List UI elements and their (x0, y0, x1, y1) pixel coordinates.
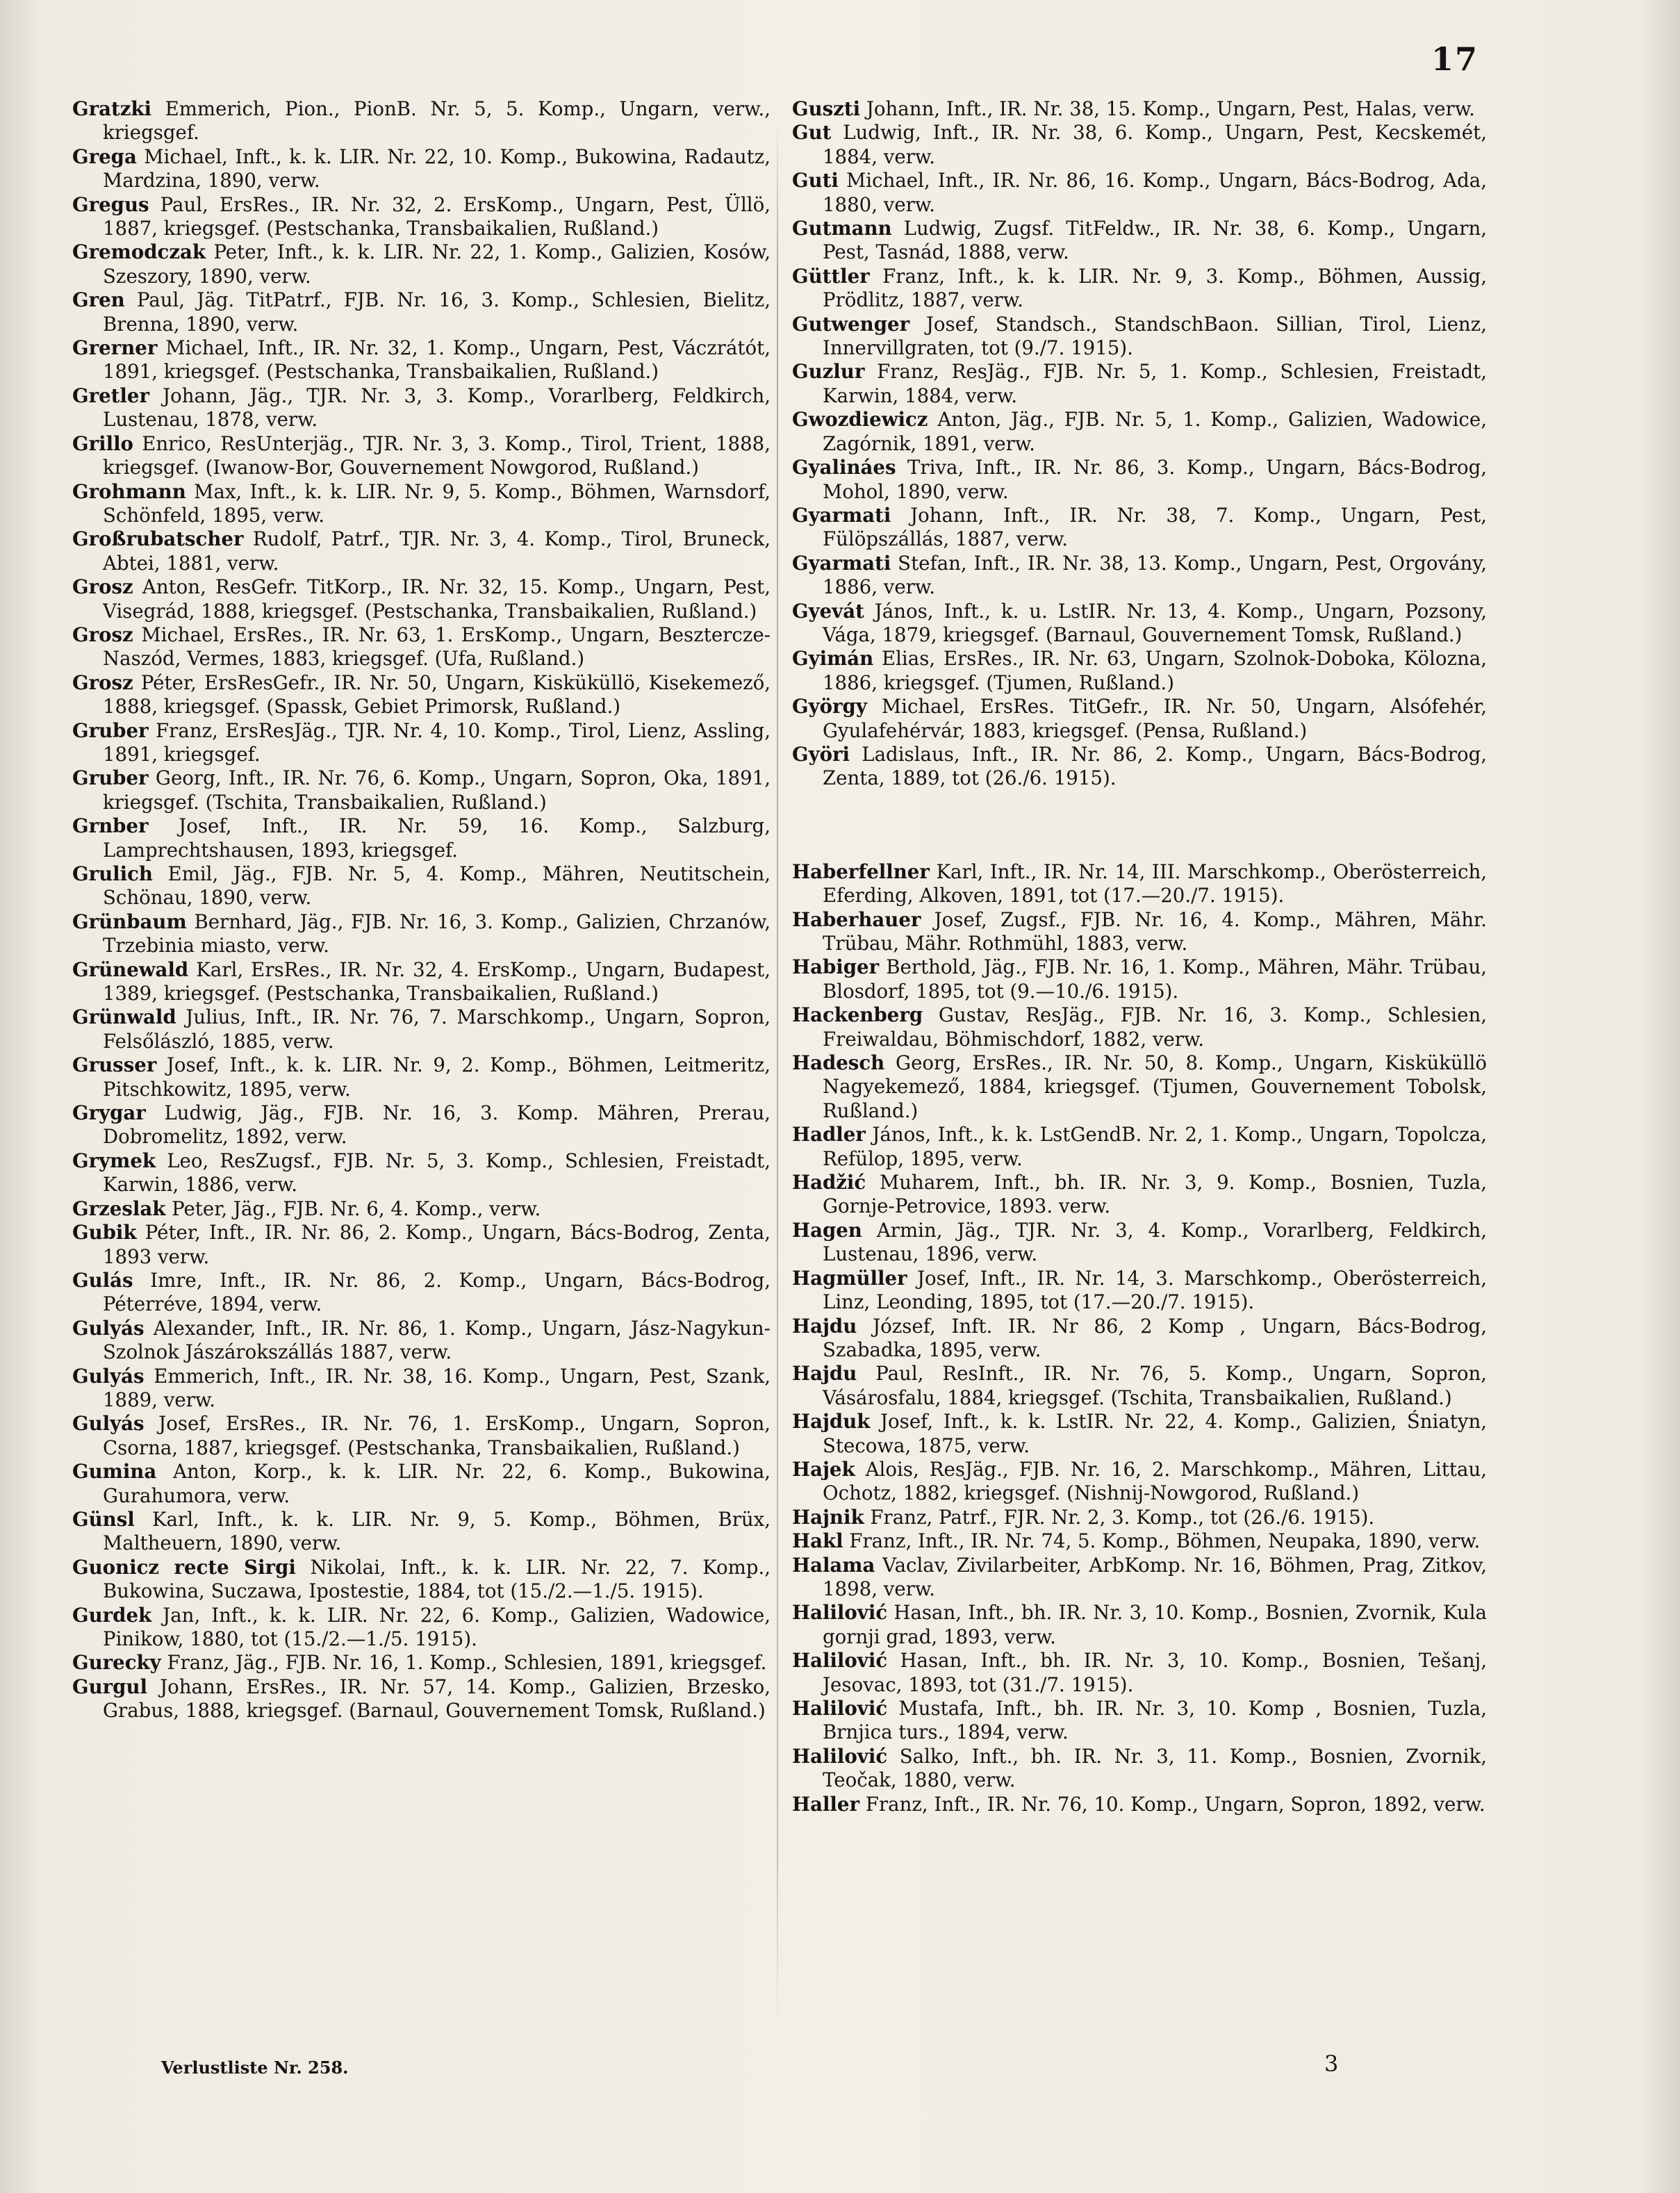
column-divider (777, 118, 778, 2029)
casualty-entry (72, 527, 771, 575)
entry-surname: Grzeslak (72, 1197, 166, 1220)
entry-details: Franz, Patrf., FJR. Nr. 2, 3. Komp., tot (26./6. 1915). (870, 1505, 1375, 1529)
casualty-entry (72, 240, 771, 288)
entry-details: Muharem, Inft., bh. IR. Nr. 3, 9. Komp., Bosnien, Tuzla, Gornje-Petrovice, 1893. verw. (823, 1171, 1487, 1218)
casualty-entry (72, 1149, 771, 1197)
entry-surname: Gulyás (72, 1364, 145, 1388)
casualty-entry (792, 169, 1487, 217)
entry-details: Josef, Inft., IR. Nr. 14, 3. Marschkomp., Oberösterreich, Linz, Leonding, 1895, tot (17.—20./7. 1915). (823, 1266, 1487, 1314)
casualty-entry (72, 1005, 771, 1053)
casualty-entry (72, 1317, 771, 1365)
entry-details: Berthold, Jäg., FJB. Nr. 16, 1. Komp., Mähren, Mähr. Trübau, Blosdorf, 1895, tot (9.—10./6. 1915). (823, 955, 1487, 1003)
entry-details: Josef, Inft., k. k. LIR. Nr. 9, 2. Komp., Böhmen, Leitmeritz, Pitschkowitz, 1895, verw. (103, 1053, 771, 1101)
casualty-entry (72, 958, 771, 1006)
entry-details: Emil, Jäg., FJB. Nr. 5, 4. Komp., Mähren, Neutitschein, Schönau, 1890, verw. (103, 862, 771, 910)
entry-details: Paul, ErsRes., IR. Nr. 32, 2. ErsKomp., Ungarn, Pest, Üllö, 1887, kriegsgef. (Pestschanka, Transbaikalien, Rußland.) (103, 192, 771, 240)
entry-surname: Hadžić (792, 1171, 866, 1194)
entry-surname: Halilović (792, 1744, 888, 1768)
entry-details: Hasan, Inft., bh. IR. Nr. 3, 10. Komp., Bosnien, Zvornik, Kula gornji grad, 1893, verw. (823, 1601, 1487, 1648)
casualty-entry (72, 1053, 771, 1101)
entry-surname: Gumina (72, 1460, 157, 1484)
casualty-entry (792, 1601, 1487, 1649)
casualty-entry (792, 1649, 1487, 1697)
entry-details: Anton, Jäg., FJB. Nr. 5, 1. Komp., Galizien, Wadowice, Zagórnik, 1891, verw. (823, 408, 1487, 455)
page-number: 17 (1431, 40, 1479, 78)
casualty-entry (792, 695, 1487, 743)
casualty-entry (72, 480, 771, 528)
footer-issue-label: Verlustliste Nr. 258. (161, 2058, 349, 2078)
casualty-entry (792, 360, 1487, 408)
casualty-entry (792, 1458, 1487, 1506)
entry-details: Peter, Jäg., FJB. Nr. 6, 4. Komp., verw. (172, 1197, 541, 1220)
entry-surname: Gurdek (72, 1603, 152, 1627)
entry-details: Mustafa, Inft., bh. IR. Nr. 3, 10. Komp , Bosnien, Tuzla, Brnjica turs., 1894, verw. (823, 1697, 1487, 1744)
casualty-entry (72, 1365, 771, 1413)
casualty-entry (792, 1267, 1487, 1315)
entry-surname: Habiger (792, 955, 880, 979)
entry-surname: Hagmüller (792, 1266, 907, 1290)
entry-details: Peter, Inft., k. k. LIR. Nr. 22, 1. Komp., Galizien, Kosów, Szeszory, 1890, verw. (103, 240, 771, 288)
casualty-entry (72, 1197, 771, 1221)
entry-surname: Grymek (72, 1149, 156, 1172)
casualty-entry (792, 1793, 1487, 1816)
entry-surname: Hajnik (792, 1505, 864, 1529)
entry-surname: Guszti (792, 97, 861, 120)
entry-surname: Grulich (72, 862, 153, 885)
entry-details: József, Inft. IR. Nr 86, 2 Komp , Ungarn, Bács-Bodrog, Szabadka, 1895, verw. (823, 1314, 1487, 1361)
casualty-entry (72, 1412, 771, 1460)
entry-surname: Haberhauer (792, 907, 921, 931)
entry-surname: Großrubatscher (72, 527, 244, 551)
entry-details: Ludwig, Inft., IR. Nr. 38, 6. Komp., Ungarn, Pest, Kecskemét, 1884, verw. (823, 121, 1487, 168)
entry-surname: Haller (792, 1792, 860, 1816)
entry-surname: Güttler (792, 264, 870, 288)
casualty-entry (72, 719, 771, 767)
entry-surname: Gulyás (72, 1316, 145, 1340)
entry-surname: Grerner (72, 336, 158, 360)
entry-details: Georg, Inft., IR. Nr. 76, 6. Komp., Ungarn, Sopron, Oka, 1891, kriegsgef. (Tschita, Transbaikalien, Rußland.) (103, 766, 771, 814)
casualty-entry (792, 860, 1487, 908)
entry-details: Karl, Inft., k. k. LIR. Nr. 9, 5. Komp., Böhmen, Brüx, Maltheuern, 1890, verw. (103, 1507, 771, 1555)
entry-surname: Gregus (72, 192, 149, 216)
casualty-entry (792, 504, 1487, 552)
entry-details: Jan, Inft., k. k. LIR. Nr. 22, 6. Komp., Galizien, Wadowice, Pinikow, 1880, tot (15./2.—1./5. 1915). (103, 1603, 771, 1650)
casualty-entry (72, 1651, 771, 1675)
casualty-entry (72, 432, 771, 480)
entry-surname: Grygar (72, 1101, 146, 1125)
entry-details: Michael, Inft., IR. Nr. 32, 1. Komp., Ungarn, Pest, Váczrátót, 1891, kriegsgef. (Pestschanka, Transbaikalien, Rußland.) (103, 336, 771, 384)
entry-details: Franz, Jäg., FJB. Nr. 16, 1. Komp., Schlesien, 1891, kriegsgef. (167, 1651, 767, 1675)
entry-details: Vaclav, Zivilarbeiter, ArbKomp. Nr. 16, Böhmen, Prag, Zitkov, 1898, verw. (823, 1553, 1487, 1600)
entry-surname: Gubik (72, 1221, 137, 1245)
casualty-entry (792, 97, 1487, 121)
entry-details: Nikolai, Inft., k. k. LIR. Nr. 22, 7. Komp., Bukowina, Suczawa, Ipostestie, 1884, tot (15./2.—1./5. 1915). (103, 1555, 771, 1603)
entry-details: Franz, ResJäg., FJB. Nr. 5, 1. Komp., Schlesien, Freistadt, Karwin, 1884, verw. (823, 360, 1487, 407)
casualty-entry (792, 1529, 1487, 1553)
entry-details: Hasan, Inft., bh. IR. Nr. 3, 10. Komp., Bosnien, Tešanj, Jesovac, 1893, tot (31./7. 1915). (823, 1649, 1487, 1696)
entry-surname: Gutmann (792, 217, 892, 240)
entry-surname: Grünewald (72, 958, 189, 981)
right-column (792, 97, 1487, 1816)
entry-surname: Hakl (792, 1529, 843, 1553)
entry-surname: Halilović (792, 1601, 888, 1625)
entry-details: Paul, Jäg. TitPatrf., FJB. Nr. 16, 3. Komp., Schlesien, Bielitz, Brenna, 1890, verw. (103, 288, 771, 336)
section-break (792, 791, 1487, 860)
entry-details: Karl, Inft., IR. Nr. 14, III. Marschkomp., Oberösterreich, Eferding, Alkoven, 1891, tot (17.—20./7. 1915). (823, 860, 1487, 907)
entry-surname: Gulás (72, 1268, 133, 1292)
entry-details: Alois, ResJäg., FJB. Nr. 16, 2. Marschkomp., Mähren, Littau, Ochotz, 1882, kriegsgef. (Nishnij-Nowgorod, Rußland.) (823, 1457, 1487, 1505)
entry-surname: Grünbaum (72, 910, 187, 933)
casualty-entry (792, 1003, 1487, 1051)
entry-details: Johann, Inft., IR. Nr. 38, 7. Komp., Ungarn, Pest, Fülöpszállás, 1887, verw. (823, 503, 1487, 551)
entry-surname: Gwozdiewicz (792, 408, 928, 432)
entry-details: Franz, Inft., IR. Nr. 74, 5. Komp., Böhmen, Neupaka, 1890, verw. (849, 1529, 1481, 1553)
casualty-entry (72, 193, 771, 241)
entry-details: Franz, Inft., IR. Nr. 76, 10. Komp., Ungarn, Sopron, 1892, verw. (865, 1792, 1485, 1816)
entry-details: Salko, Inft., bh. IR. Nr. 3, 11. Komp., Bosnien, Zvornik, Teočak, 1880, verw. (823, 1744, 1487, 1792)
entry-surname: Halilović (792, 1649, 888, 1673)
entry-details: János, Inft., k. u. LstIR. Nr. 13, 4. Komp., Ungarn, Pozsony, Vága, 1879, kriegsgef. (Barnaul, Gouvernement Tomsk, Rußland.) (823, 599, 1487, 646)
entry-details: Michael, Inft., IR. Nr. 86, 16. Komp., Ungarn, Bács-Bodrog, Ada, 1880, verw. (823, 169, 1487, 216)
casualty-entry (72, 575, 771, 623)
casualty-entry (792, 908, 1487, 956)
entry-details: Emmerich, Pion., PionB. Nr. 5, 5. Komp., Ungarn, verw., kriegsgef. (103, 97, 771, 145)
entry-surname: Hadler (792, 1123, 866, 1147)
entry-details: János, Inft., k. k. LstGendB. Nr. 2, 1. Komp., Ungarn, Topolcza, Refülop, 1895, verw. (823, 1123, 1487, 1170)
casualty-entry (792, 1123, 1487, 1171)
casualty-entry (792, 265, 1487, 313)
entry-details: Elias, ErsRes., IR. Nr. 63, Ungarn, Szolnok-Doboka, Kölozna, 1886, kriegsgef. (Tjumen, Rußland.) (823, 647, 1487, 694)
entry-surname: Guonicz recte Sirgi (72, 1555, 296, 1579)
casualty-entry (792, 600, 1487, 648)
entry-details: Leo, ResZugsf., FJB. Nr. 5, 3. Komp., Schlesien, Freistadt, Karwin, 1886, verw. (103, 1149, 771, 1197)
entry-details: Ladislaus, Inft., IR. Nr. 86, 2. Komp., Ungarn, Bács-Bodrog, Zenta, 1889, tot (26./6. 1915). (823, 742, 1488, 790)
casualty-entry (72, 1269, 771, 1317)
casualty-entry (72, 671, 771, 719)
entry-surname: Györi (792, 742, 850, 766)
entry-details: Péter, Inft., IR. Nr. 86, 2. Komp., Ungarn, Bács-Bodrog, Zenta, 1893 verw. (103, 1221, 771, 1268)
entry-details: Josef, Zugsf., FJB. Nr. 16, 4. Komp., Mähren, Mähr. Trübau, Mähr. Rothmühl, 1883, verw. (823, 907, 1487, 955)
entry-details: Imre, Inft., IR. Nr. 86, 2. Komp., Ungarn, Bács-Bodrog, Péterréve, 1894, verw. (103, 1268, 771, 1316)
entry-details: Ludwig, Zugsf. TitFeldw., IR. Nr. 38, 6. Komp., Ungarn, Pest, Tasnád, 1888, verw. (823, 217, 1487, 264)
entry-surname: György (792, 695, 867, 718)
entry-details: Emmerich, Inft., IR. Nr. 38, 16. Komp., Ungarn, Pest, Szank, 1889, verw. (103, 1364, 771, 1411)
entry-surname: Grosz (72, 671, 133, 694)
entry-surname: Hajduk (792, 1410, 871, 1434)
entry-details: Bernhard, Jäg., FJB. Nr. 16, 3. Komp., Galizien, Chrzanów, Trzebinia miasto, verw. (103, 910, 771, 958)
casualty-entry (72, 97, 771, 145)
entry-details: Josef, Inft., k. k. LstIR. Nr. 22, 4. Komp., Galizien, Śniatyn, Stecowa, 1875, verw. (823, 1410, 1487, 1457)
casualty-entry (792, 1315, 1487, 1363)
entry-surname: Hackenberg (792, 1003, 923, 1027)
casualty-entry (792, 647, 1487, 695)
entry-surname: Grusser (72, 1053, 157, 1077)
entry-details: Triva, Inft., IR. Nr. 86, 3. Komp., Ungarn, Bács-Bodrog, Mohol, 1890, verw. (823, 456, 1487, 503)
casualty-entry (72, 1675, 771, 1723)
entry-surname: Gruber (72, 718, 149, 742)
entry-details: Josef, Standsch., StandschBaon. Sillian, Tirol, Lienz, Innervillgraten, tot (9./7. 1915). (823, 312, 1487, 360)
entry-surname: Gratzki (72, 97, 151, 120)
casualty-entry (792, 955, 1487, 1003)
casualty-entry (792, 217, 1487, 265)
casualty-entry (792, 408, 1487, 456)
casualty-entry (72, 1221, 771, 1269)
casualty-entry (72, 862, 771, 910)
entry-details: Paul, ResInft., IR. Nr. 76, 5. Komp., Ungarn, Sopron, Vásárosfalu, 1884, kriegsgef. (Tschita, Transbaikalien, Rußland.) (823, 1362, 1487, 1409)
entry-surname: Grillo (72, 432, 133, 455)
casualty-entry (72, 336, 771, 384)
entry-details: Josef, ErsRes., IR. Nr. 76, 1. ErsKomp., Ungarn, Sopron, Csorna, 1887, kriegsgef. (Pestschanka, Transbaikalien, Rußland.) (103, 1412, 771, 1459)
entry-surname: Gurgul (72, 1675, 148, 1698)
entry-details: Anton, ResGefr. TitKorp., IR. Nr. 32, 15. Komp., Ungarn, Pest, Visegrád, 1888, kriegsgef. (Pestschanka, Transbaikalien, Rußland.) (103, 575, 771, 623)
casualty-entry (792, 456, 1487, 504)
casualty-entry (792, 552, 1487, 600)
entry-surname: Guti (792, 169, 839, 192)
casualty-entry (72, 1556, 771, 1604)
entry-details: Julius, Inft., IR. Nr. 76, 7. Marschkomp., Ungarn, Sopron, Felsőlászló, 1885, verw. (103, 1005, 771, 1053)
entry-surname: Gutwenger (792, 312, 910, 336)
entry-surname: Gyalináes (792, 456, 896, 479)
entry-surname: Grosz (72, 575, 133, 599)
entry-details: Johann, Inft., IR. Nr. 38, 15. Komp., Ungarn, Pest, Halas, verw. (866, 97, 1475, 120)
casualty-entry (72, 1101, 771, 1149)
casualty-entry (792, 1697, 1487, 1745)
casualty-entry (792, 313, 1487, 361)
casualty-entry (792, 1554, 1487, 1602)
casualty-entry (72, 910, 771, 958)
casualty-entry (72, 1460, 771, 1508)
entry-details: Max, Inft., k. k. LIR. Nr. 9, 5. Komp., Böhmen, Warnsdorf, Schönfeld, 1895, verw. (103, 479, 771, 527)
casualty-entry (72, 384, 771, 432)
entry-surname: Gyarmati (792, 503, 891, 527)
entry-surname: Grohmann (72, 479, 186, 503)
casualty-entry (72, 145, 771, 193)
casualty-entry (792, 743, 1487, 791)
entry-surname: Grosz (72, 623, 133, 646)
entry-details: Johann, ErsRes., IR. Nr. 57, 14. Komp., Galizien, Brzesko, Grabus, 1888, kriegsgef. (Barnaul, Gouvernement Tomsk, Rußland.) (103, 1675, 771, 1723)
entry-surname: Hagen (792, 1218, 862, 1242)
footer-signature-number: 3 (1324, 2051, 1339, 2077)
casualty-entry (792, 1171, 1487, 1219)
entry-surname: Hajdu (792, 1362, 857, 1386)
entry-surname: Gyimán (792, 647, 874, 671)
entry-surname: Haberfellner (792, 860, 930, 883)
entry-details: Franz, ErsResJäg., TJR. Nr. 4, 10. Komp., Tirol, Lienz, Assling, 1891, kriegsgef. (103, 718, 771, 766)
entry-details: Michael, ErsRes. TitGefr., IR. Nr. 50, Ungarn, Alsófehér, Gyulafehérvár, 1883, kriegsgef. (Pensa, Rußland.) (823, 695, 1487, 742)
casualty-entry (792, 1362, 1487, 1410)
entry-details: Franz, Inft., k. k. LIR. Nr. 9, 3. Komp., Böhmen, Aussig, Prödlitz, 1887, verw. (823, 264, 1487, 312)
entry-surname: Gren (72, 288, 125, 312)
casualty-entry (792, 1410, 1487, 1458)
entry-details: Johann, Jäg., TJR. Nr. 3, 3. Komp., Vorarlberg, Feldkirch, Lustenau, 1878, verw. (103, 384, 771, 432)
entry-surname: Grünwald (72, 1005, 176, 1029)
entry-details: Gustav, ResJäg., FJB. Nr. 16, 3. Komp., Schlesien, Freiwaldau, Böhmischdorf, 1882, verw. (823, 1003, 1487, 1051)
entry-details: Enrico, ResUnterjäg., TJR. Nr. 3, 3. Komp., Tirol, Trient, 1888, kriegsgef. (Iwanow-Bor, Gouvernement Nowgorod, Rußland.) (103, 432, 771, 479)
left-column (72, 97, 771, 1723)
entry-surname: Grnber (72, 814, 149, 838)
entry-details: Anton, Korp., k. k. LIR. Nr. 22, 6. Komp., Bukowina, Gurahumora, verw. (103, 1460, 771, 1507)
entry-details: Rudolf, Patrf., TJR. Nr. 3, 4. Komp., Tirol, Bruneck, Abtei, 1881, verw. (103, 527, 771, 575)
entry-details: Karl, ErsRes., IR. Nr. 32, 4. ErsKomp., Ungarn, Budapest, 1389, kriegsgef. (Pestschanka, Transbaikalien, Rußland.) (103, 958, 771, 1005)
entry-surname: Guzlur (792, 360, 865, 384)
casualty-entry (792, 1506, 1487, 1529)
casualty-entry (72, 814, 771, 862)
entry-surname: Gurecky (72, 1651, 161, 1675)
entry-details: Georg, ErsRes., IR. Nr. 50, 8. Komp., Ungarn, Kisküküllö Nagyekemező, 1884, kriegsgef. (Tjumen, Gouvernement Tobolsk, Rußland.) (823, 1051, 1487, 1122)
casualty-entry (72, 288, 771, 336)
casualty-entry (72, 1604, 771, 1652)
entry-surname: Hajek (792, 1457, 855, 1481)
entry-surname: Gruber (72, 766, 149, 790)
casualty-entry (792, 1051, 1487, 1123)
entry-details: Michael, Inft., k. k. LIR. Nr. 22, 10. Komp., Bukowina, Radautz, Mardzina, 1890, verw. (103, 145, 771, 192)
entry-surname: Halilović (792, 1697, 888, 1720)
entry-details: Stefan, Inft., IR. Nr. 38, 13. Komp., Ungarn, Pest, Orgovány, 1886, verw. (823, 551, 1487, 599)
casualty-entry (72, 766, 771, 814)
casualty-entry (792, 1219, 1487, 1267)
entry-surname: Halama (792, 1553, 875, 1577)
entry-details: Ludwig, Jäg., FJB. Nr. 16, 3. Komp. Mähren, Prerau, Dobromelitz, 1892, verw. (103, 1101, 771, 1149)
casualty-entry (72, 623, 771, 671)
entry-surname: Hadesch (792, 1051, 885, 1075)
entry-surname: Hajdu (792, 1314, 857, 1338)
entry-surname: Gut (792, 121, 832, 145)
casualty-entry (72, 1508, 771, 1556)
entry-surname: Grega (72, 145, 137, 168)
entry-details: Alexander, Inft., IR. Nr. 86, 1. Komp., Ungarn, Jász-Nagykun-Szolnok Jászárokszállás 1887, verw. (103, 1316, 771, 1364)
entry-surname: Gulyás (72, 1412, 145, 1436)
entry-surname: Gremodczak (72, 240, 206, 264)
entry-surname: Gyarmati (792, 551, 891, 575)
entry-surname: Gretler (72, 384, 149, 407)
entry-details: Armin, Jäg., TJR. Nr. 3, 4. Komp., Vorarlberg, Feldkirch, Lustenau, 1896, verw. (823, 1218, 1487, 1266)
entry-surname: Gyevát (792, 599, 864, 623)
entry-details: Josef, Inft., IR. Nr. 59, 16. Komp., Salzburg, Lamprechtshausen, 1893, kriegsgef. (103, 814, 771, 862)
casualty-entry (792, 1745, 1487, 1793)
entry-details: Péter, ErsResGefr., IR. Nr. 50, Ungarn, Kisküküllö, Kisekemező, 1888, kriegsgef. (Spassk, Gebiet Primorsk, Rußland.) (103, 671, 771, 718)
entry-details: Michael, ErsRes., IR. Nr. 63, 1. ErsKomp., Ungarn, Besztercze-Naszód, Vermes, 1883, kriegsgef. (Ufa, Rußland.) (103, 623, 771, 671)
casualty-entry (792, 121, 1487, 169)
entry-surname: Günsl (72, 1507, 135, 1531)
